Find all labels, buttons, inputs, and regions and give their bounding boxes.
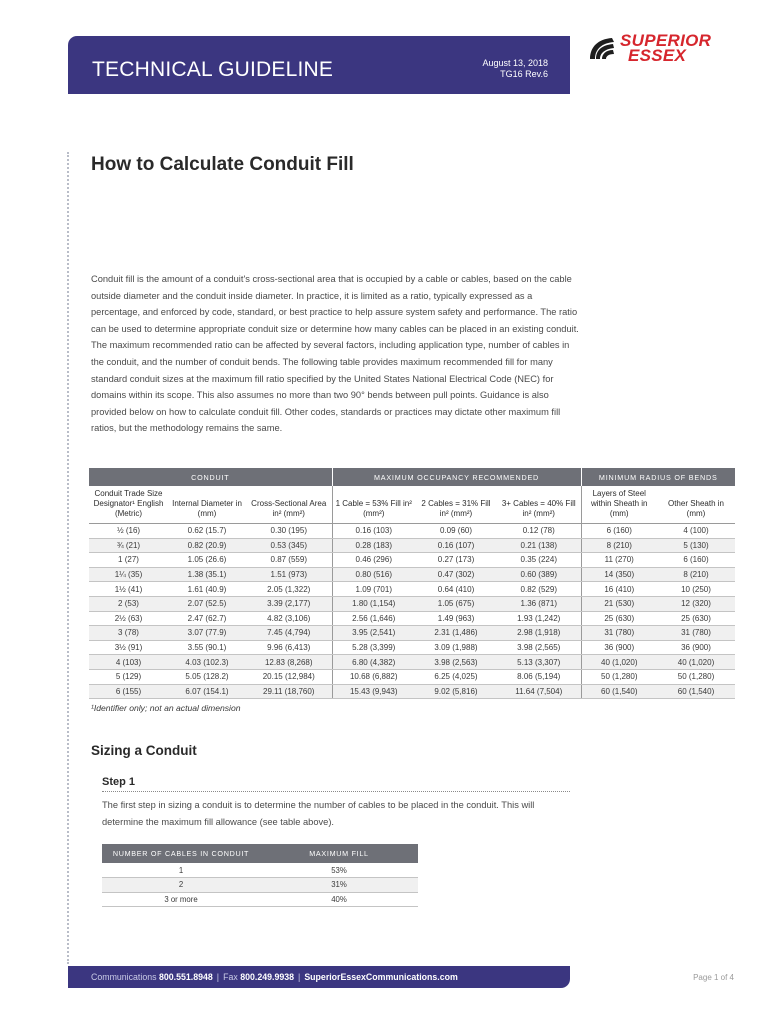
table-cell: 2 (53) <box>89 596 168 611</box>
table-cell: 6 (160) <box>657 553 735 568</box>
table-cell: 1.05 (26.6) <box>168 553 246 568</box>
table-cell: 31 (780) <box>581 626 657 641</box>
column-header: Cross-Sectional Area in² (mm²) <box>246 486 332 524</box>
table-cell: 5.28 (3,399) <box>332 640 415 655</box>
table-cell: 0.62 (15.7) <box>168 524 246 539</box>
table-cell: 60 (1,540) <box>657 684 735 699</box>
table-cell: 2½ (63) <box>89 611 168 626</box>
footer-fax-phone[interactable]: 800.249.9938 <box>240 972 295 982</box>
group-header-conduit: CONDUIT <box>89 468 332 486</box>
table-cell: 2.07 (52.5) <box>168 596 246 611</box>
column-header: 1 Cable = 53% Fill in² (mm²) <box>332 486 415 524</box>
footer-comm-label: Communications <box>91 972 157 982</box>
table-cell: 2.98 (1,918) <box>497 626 581 641</box>
logo-line-2: ESSEX <box>628 46 687 65</box>
table-cell: 0.47 (302) <box>415 567 497 582</box>
table-cell: 15.43 (9,943) <box>332 684 415 699</box>
table-cell: 20.15 (12,984) <box>246 669 332 684</box>
table-cell: 1.93 (1,242) <box>497 611 581 626</box>
table-cell: 21 (530) <box>581 596 657 611</box>
table-cell: 29.11 (18,760) <box>246 684 332 699</box>
table-cell: 0.35 (224) <box>497 553 581 568</box>
table-cell: 8.06 (5,194) <box>497 669 581 684</box>
table-cell: 8 (210) <box>657 567 735 582</box>
table-cell: 1.51 (973) <box>246 567 332 582</box>
table-cell: 0.28 (183) <box>332 538 415 553</box>
table-cell: 1¼ (35) <box>89 567 168 582</box>
logo-line-1: SUPERIOR <box>620 31 712 50</box>
table-cell: 1.36 (871) <box>497 596 581 611</box>
table-cell: 0.82 (20.9) <box>168 538 246 553</box>
table-cell: 1.61 (40.9) <box>168 582 246 597</box>
group-header-occupancy: MAXIMUM OCCUPANCY RECOMMENDED <box>332 468 581 486</box>
table-cell: 50 (1,280) <box>657 669 735 684</box>
table-cell: 0.12 (78) <box>497 524 581 539</box>
table-row <box>89 524 735 539</box>
table-cell: 0.87 (559) <box>246 553 332 568</box>
column-header: Other Sheath in (mm) <box>657 486 735 524</box>
table-cell: 5 (130) <box>657 538 735 553</box>
conduit-fill-table <box>89 468 735 699</box>
table-cell: 40 (1,020) <box>657 655 735 670</box>
table-cell: 0.80 (516) <box>332 567 415 582</box>
table-cell: 0.64 (410) <box>415 582 497 597</box>
table-cell: 36 (900) <box>581 640 657 655</box>
column-header: Conduit Trade Size Designator¹ English (Metric) <box>89 486 168 524</box>
table-cell: 0.09 (60) <box>415 524 497 539</box>
table-cell: 31 (780) <box>657 626 735 641</box>
fill-table-body <box>102 863 418 907</box>
table-cell: 2.31 (1,486) <box>415 626 497 641</box>
table-cell: 6.25 (4,025) <box>415 669 497 684</box>
footer-fax-label: Fax <box>223 972 238 982</box>
column-header: NUMBER OF CABLES IN CONDUIT <box>102 844 260 863</box>
table-cell: 36 (900) <box>657 640 735 655</box>
table-cell: 4.03 (102.3) <box>168 655 246 670</box>
step-dotted-rule <box>102 791 570 792</box>
table-cell: 5.13 (3,307) <box>497 655 581 670</box>
table-cell: 1.49 (963) <box>415 611 497 626</box>
table-cell: 53% <box>260 863 418 878</box>
column-header: MAXIMUM FILL <box>260 844 418 863</box>
logo-wordmark <box>620 33 711 63</box>
table-cell: ¾ (21) <box>89 538 168 553</box>
table-cell: 6.07 (154.1) <box>168 684 246 699</box>
table-cell: 3.98 (2,565) <box>497 640 581 655</box>
table-cell: 1.38 (35.1) <box>168 567 246 582</box>
table-cell: 50 (1,280) <box>581 669 657 684</box>
table-cell: 10 (250) <box>657 582 735 597</box>
footer-separator: | <box>298 972 301 982</box>
table-cell: 0.27 (173) <box>415 553 497 568</box>
table-cell: 2.47 (62.7) <box>168 611 246 626</box>
footer-contact <box>91 972 458 982</box>
table-cell: 7.45 (4,794) <box>246 626 332 641</box>
table-cell: 4.82 (3,106) <box>246 611 332 626</box>
table-row <box>89 611 735 626</box>
page-title: How to Calculate Conduit Fill <box>91 154 354 175</box>
table-cell: 14 (350) <box>581 567 657 582</box>
table-cell: 9.02 (5,816) <box>415 684 497 699</box>
table-cell: 0.60 (389) <box>497 567 581 582</box>
table-cell: 1.09 (701) <box>332 582 415 597</box>
table-cell: 3 (78) <box>89 626 168 641</box>
table-row <box>89 596 735 611</box>
table-row <box>89 538 735 553</box>
table-cell: 3.95 (2,541) <box>332 626 415 641</box>
table-cell: ½ (16) <box>89 524 168 539</box>
table-row <box>89 655 735 670</box>
footer-comm-phone[interactable]: 800.551.8948 <box>158 972 213 982</box>
table-cell: 5 (129) <box>89 669 168 684</box>
table-cell: 11.64 (7,504) <box>497 684 581 699</box>
table-cell: 9.96 (6,413) <box>246 640 332 655</box>
column-header: Internal Diameter in (mm) <box>168 486 246 524</box>
table-row <box>102 863 418 878</box>
page-number: Page 1 of 4 <box>693 973 734 982</box>
table-cell: 60 (1,540) <box>581 684 657 699</box>
table-cell: 2.56 (1,646) <box>332 611 415 626</box>
table-cell: 16 (410) <box>581 582 657 597</box>
table-cell: 12 (320) <box>657 596 735 611</box>
table-cell: 1 <box>102 863 260 878</box>
table-cell: 3.98 (2,563) <box>415 655 497 670</box>
table-footnote: ¹Identifier only; not an actual dimension <box>91 703 241 713</box>
document-id: TG16 Rev.6 <box>500 69 548 79</box>
company-logo <box>586 33 738 67</box>
fill-table-header-row <box>102 844 418 863</box>
table-cell: 5.05 (128.2) <box>168 669 246 684</box>
table-cell: 1 (27) <box>89 553 168 568</box>
table-cell: 3.55 (90.1) <box>168 640 246 655</box>
table-cell: 25 (630) <box>581 611 657 626</box>
section-heading-sizing: Sizing a Conduit <box>91 743 197 758</box>
table-cell: 10.68 (6,882) <box>332 669 415 684</box>
column-header: 2 Cables = 31% Fill in² (mm²) <box>415 486 497 524</box>
table-row <box>89 640 735 655</box>
table-cell: 0.46 (296) <box>332 553 415 568</box>
table-row <box>89 582 735 597</box>
document-date: August 13, 2018 <box>482 58 548 68</box>
table-cell: 1.05 (675) <box>415 596 497 611</box>
table-cell: 1.80 (1,154) <box>332 596 415 611</box>
table-cell: 4 (103) <box>89 655 168 670</box>
step-heading: Step 1 <box>102 776 136 788</box>
table-group-header-row <box>89 468 735 486</box>
table-cell: 6 (160) <box>581 524 657 539</box>
table-cell: 1½ (41) <box>89 582 168 597</box>
group-header-bend-radius: MINIMUM RADIUS OF BENDS <box>581 468 735 486</box>
conduit-table-body <box>89 524 735 699</box>
table-cell: 40% <box>260 892 418 907</box>
table-cell: 0.53 (345) <box>246 538 332 553</box>
table-cell: 0.30 (195) <box>246 524 332 539</box>
table-cell: 3½ (91) <box>89 640 168 655</box>
column-header: 3+ Cables = 40% Fill in² (mm²) <box>497 486 581 524</box>
margin-dotted-rule <box>67 152 69 964</box>
table-cell: 11 (270) <box>581 553 657 568</box>
table-column-header-row <box>89 486 735 524</box>
intro-paragraph: Conduit fill is the amount of a conduit's cross-sectional area that is occupied by a cable or cables, based on the cable outside diameter and the conduit inside diameter. In practice, it is limited as a ratio, typically expressed as a percentage, and enforced by code, standard, or best practice to help assure system safety and performance. The ratio can be used to determine appropriate conduit size or determine how many cables can be placed in an existing conduit. The maximum recommended ratio can be affected by several factors, including application type, number of cables in the conduit, and the number of conduit bends. The following table provides maximum recommended fill for many standard conduit sizes at the maximum fill ratio specified by the United States National Electrical Code (NEC) for domains within its scope. This also assumes no more than two 90° bends between pull points. Guidance is also provided below on how to calculate conduit fill. Other codes, standards or practices may dictate other maximum fill ratios, but the methodology remains the same. <box>91 274 579 434</box>
table-cell: 40 (1,020) <box>581 655 657 670</box>
max-fill-table <box>102 844 418 907</box>
table-row <box>89 684 735 699</box>
table-cell: 2 <box>102 878 260 893</box>
column-header: Layers of Steel within Sheath in (mm) <box>581 486 657 524</box>
table-cell: 0.82 (529) <box>497 582 581 597</box>
table-row <box>89 567 735 582</box>
table-cell: 2.05 (1,322) <box>246 582 332 597</box>
table-cell: 0.16 (103) <box>332 524 415 539</box>
logo-mark-icon <box>586 33 618 65</box>
table-cell: 12.83 (8,268) <box>246 655 332 670</box>
table-cell: 3.09 (1,988) <box>415 640 497 655</box>
table-cell: 4 (100) <box>657 524 735 539</box>
step-paragraph: The first step in sizing a conduit is to determine the number of cables to be placed in the conduit. This will determine the maximum fill allowance (see table above). <box>102 800 535 827</box>
table-cell: 3.07 (77.9) <box>168 626 246 641</box>
table-cell: 6 (155) <box>89 684 168 699</box>
table-row <box>89 669 735 684</box>
footer-separator: | <box>216 972 220 982</box>
table-cell: 0.21 (138) <box>497 538 581 553</box>
table-cell: 25 (630) <box>657 611 735 626</box>
table-cell: 3 or more <box>102 892 260 907</box>
table-row <box>89 553 735 568</box>
table-cell: 0.16 (107) <box>415 538 497 553</box>
document-type-title: TECHNICAL GUIDELINE <box>92 58 334 81</box>
table-cell: 6.80 (4,382) <box>332 655 415 670</box>
table-row <box>102 878 418 893</box>
table-cell: 31% <box>260 878 418 893</box>
table-row <box>102 892 418 907</box>
table-cell: 3.39 (2,177) <box>246 596 332 611</box>
table-cell: 8 (210) <box>581 538 657 553</box>
footer-website-link[interactable]: SuperiorEssexCommunications.com <box>304 972 458 982</box>
table-row <box>89 626 735 641</box>
document-meta <box>482 58 548 80</box>
